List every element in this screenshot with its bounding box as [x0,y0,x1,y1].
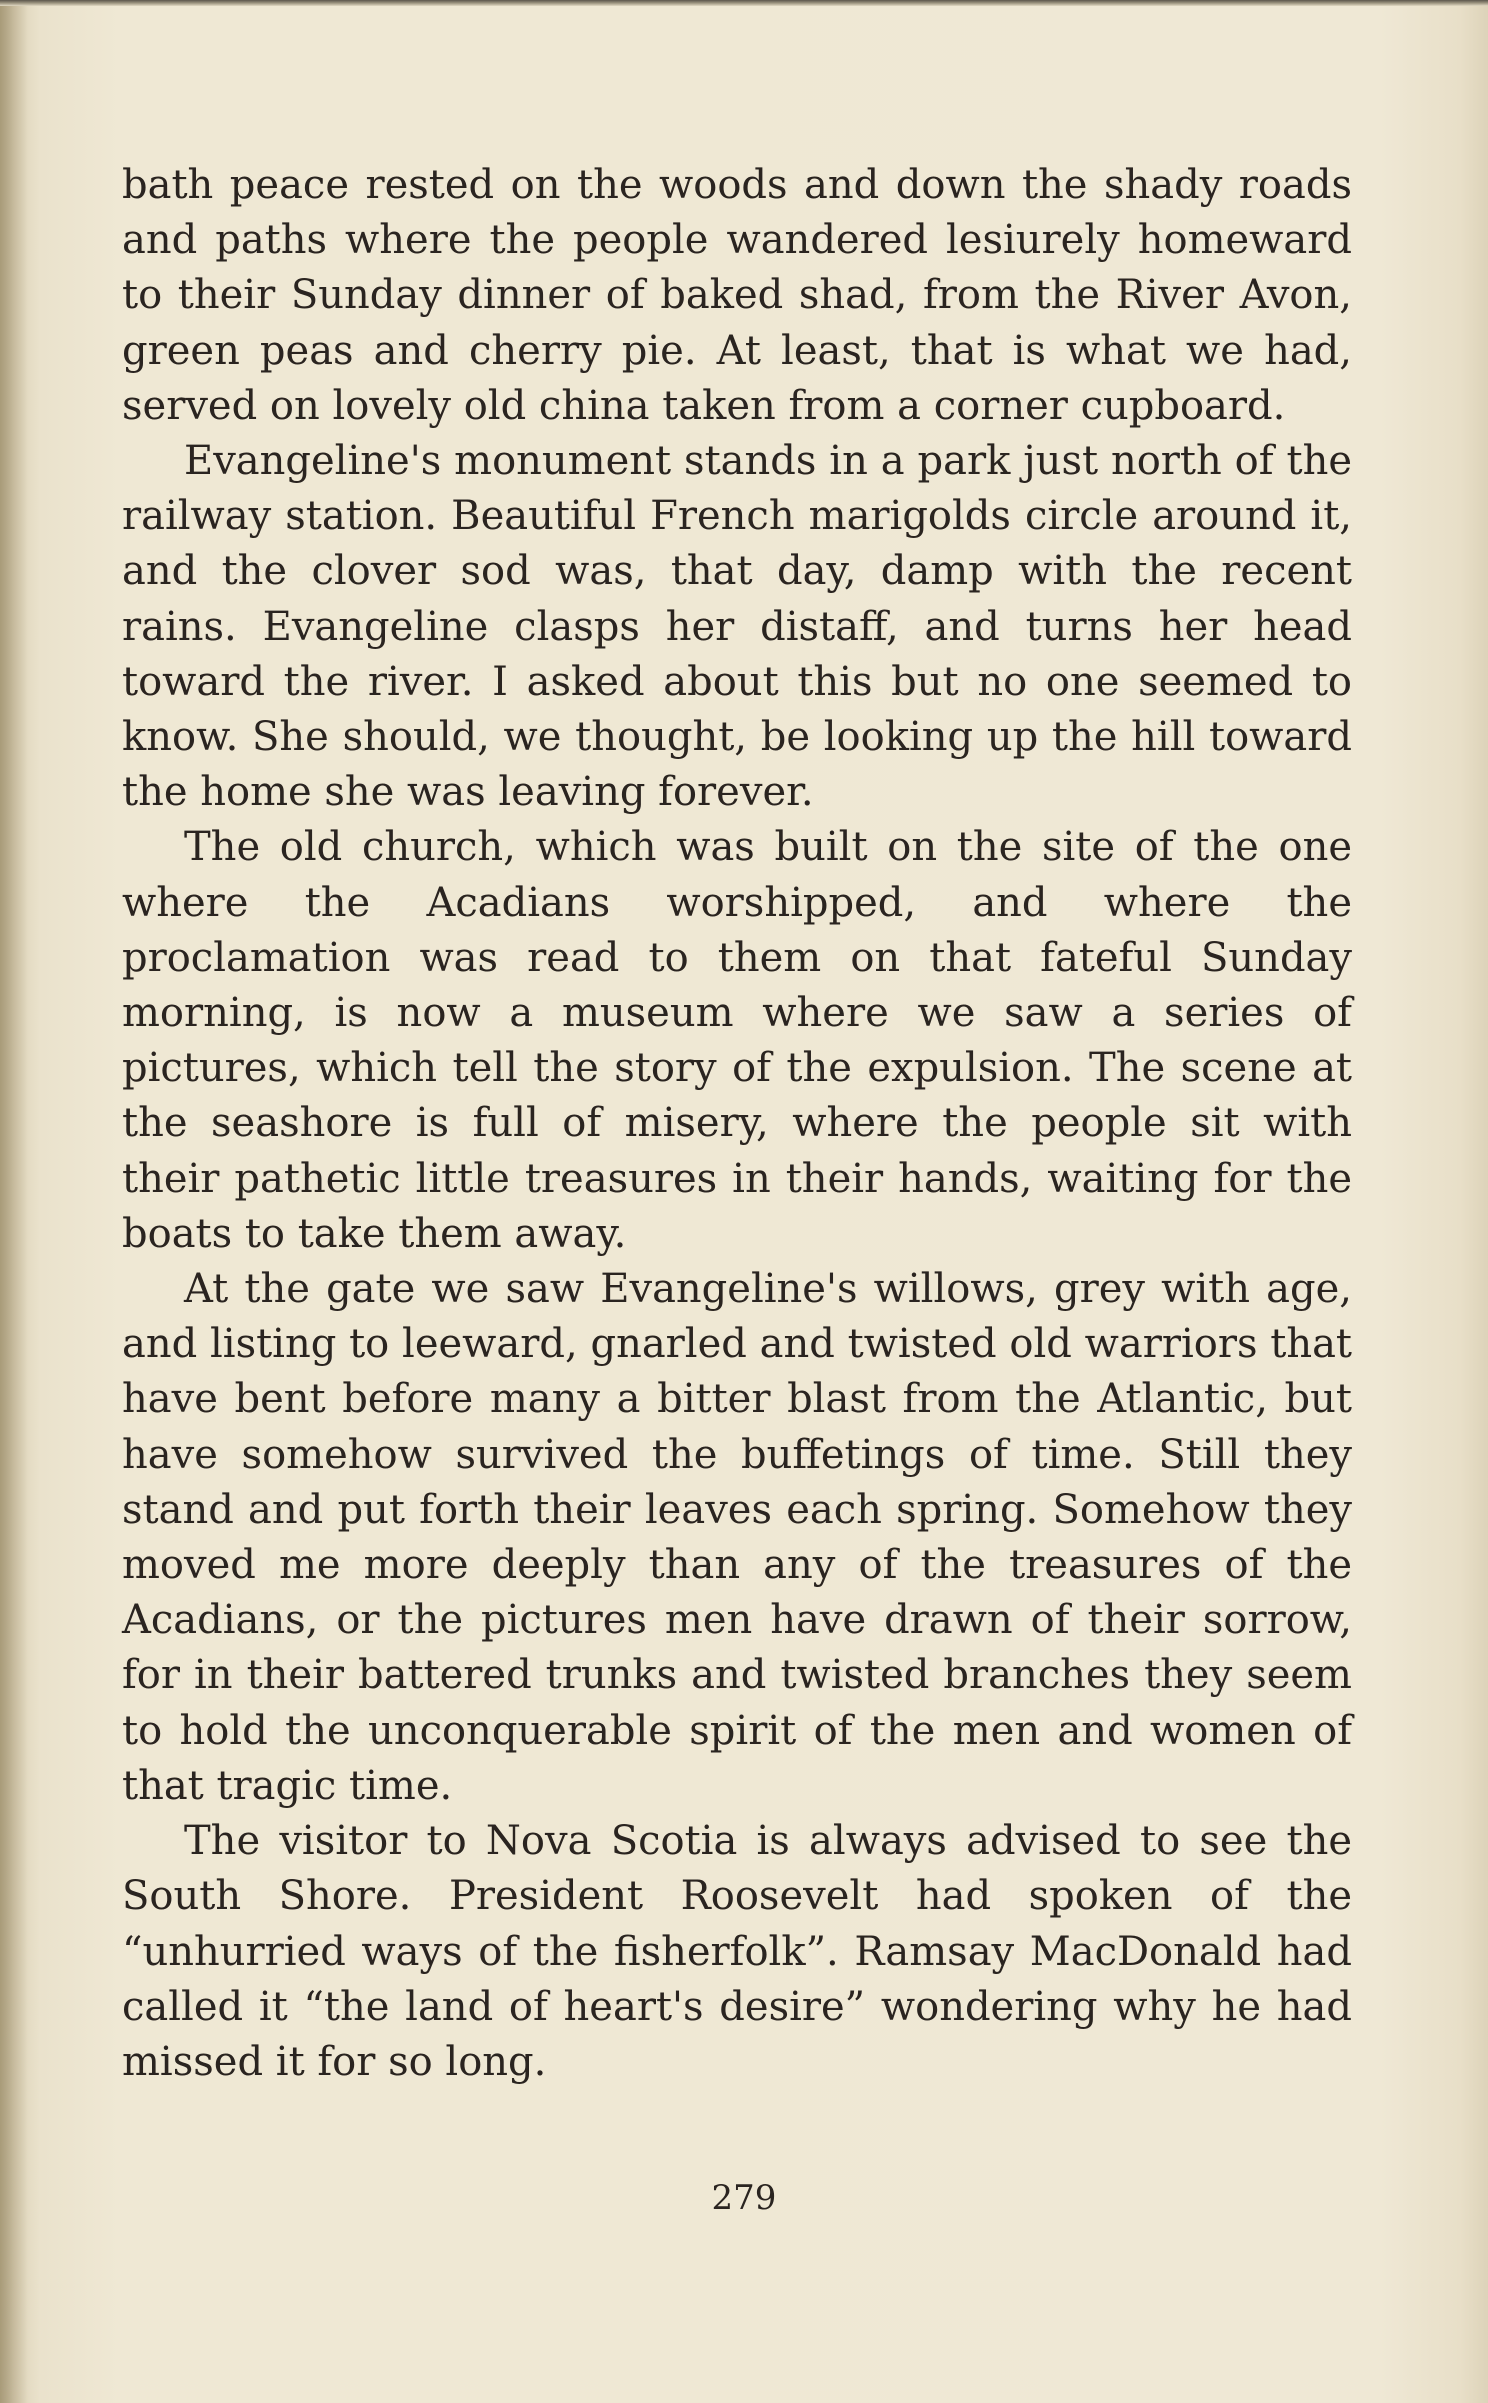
page-top-edge [0,0,1488,6]
paragraph: Evangeline's monument stands in a park just north of the railway station. Beautiful French marigolds circle around it, and the clover sod was, that day, damp with the recent rains. Evangeline clasps her distaff, and turns her head toward the river. I asked about this but no one seemed to know. She should, we thought, be looking up the hill toward the home she was leaving forever. [122,438,1352,816]
page-number: 279 [711,2178,777,2218]
binding-shadow [0,0,28,2403]
paragraph: At the gate we saw Evangeline's willows, grey with age, and listing to leeward, gnarled and twisted old warriors that have bent before many a bitter blast from the Atlantic, but have somehow survived the buffetings of time. Still they stand and put forth their leaves each spring. Somehow they moved me more deeply than any of the treasures of the Acadians, or the pictures men have drawn of their sorrow, for in their battered trunks and twisted branches they seem to hold the unconquerable spirit of the men and women of that tragic time. [122,1266,1352,1809]
body-text [122,158,1352,2090]
paragraph: The old church, which was built on the site of the one where the Acadians worshipped, and where the proclamation was read to them on that fateful Sunday morning, is now a museum where we saw a series of pictures, which tell the story of the expulsion. The scene at the seashore is full of misery, where the people sit with their pathetic little treasures in their hands, waiting for the boats to take them away. [122,824,1352,1257]
paragraph: bath peace rested on the woods and down the shady roads and paths where the people wandered lesiurely homeward to their Sunday dinner of baked shad, from the River Avon, green peas and cherry pie. At least, that is what we had, served on lovely old china taken from a corner cupboard. [122,162,1352,429]
paragraph: The visitor to Nova Scotia is always advised to see the South Shore. President Roosevelt had spoken of the “unhurried ways of the fisherfolk”. Ramsay MacDonald had called it “the land of heart's desire” wondering why he had missed it for so long. [122,1818,1352,2085]
